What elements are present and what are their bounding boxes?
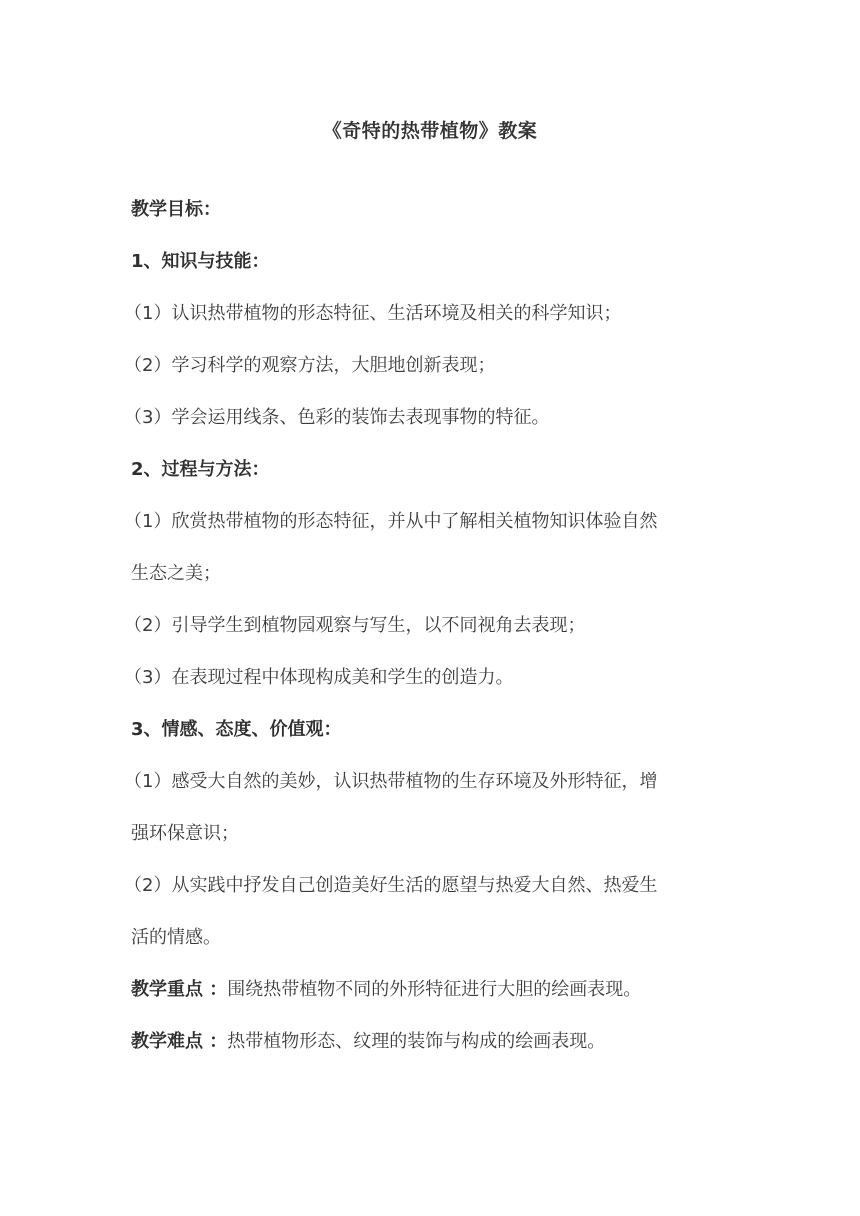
section2-item-3: （3）在表现过程中体现构成美和学生的创造力。 [124, 667, 514, 688]
difficulty-text: 热带植物形态、纹理的装饰与构成的绘画表现。 [227, 1031, 606, 1052]
objectives-heading: 教学目标： [131, 199, 221, 220]
section2-item-1-line-2: 生态之美； [131, 563, 221, 584]
section1-item-2: （2）学习科学的观察方法，大胆地创新表现； [124, 355, 496, 376]
section1-item-1: （1）认识热带植物的形态特征、生活环境及相关的科学知识； [124, 303, 622, 324]
document-title: 《奇特的热带植物》教案 [322, 120, 538, 142]
section3-heading: 3、情感、态度、价值观： [131, 719, 342, 740]
section3-item-2-line-1: （2）从实践中抒发自己创造美好生活的愿望与热爱大自然、热爱生 [124, 875, 658, 896]
section1-heading: 1、知识与技能： [131, 251, 270, 272]
section3-item-1-line-2: 强环保意识； [131, 823, 239, 844]
key-point-line [131, 977, 731, 1003]
key-point-label: 教学重点 ： [131, 979, 228, 1000]
key-point-text: 围绕热带植物不同的外形特征进行大胆的绘画表现。 [227, 979, 642, 1000]
section2-item-1-line-1: （1）欣赏热带植物的形态特征，并从中了解相关植物知识体验自然 [124, 511, 658, 532]
section2-heading: 2、过程与方法： [131, 459, 270, 480]
section1-item-3: （3）学会运用线条、色彩的装饰去表现事物的特征。 [124, 407, 550, 428]
difficulty-line [131, 1029, 731, 1055]
section2-item-2: （2）引导学生到植物园观察与写生，以不同视角去表现； [124, 615, 586, 636]
difficulty-label: 教学难点 ： [131, 1031, 228, 1052]
section3-item-1-line-1: （1）感受大自然的美妙，认识热带植物的生存环境及外形特征，增 [124, 771, 658, 792]
section3-item-2-line-2: 活的情感。 [131, 927, 221, 948]
